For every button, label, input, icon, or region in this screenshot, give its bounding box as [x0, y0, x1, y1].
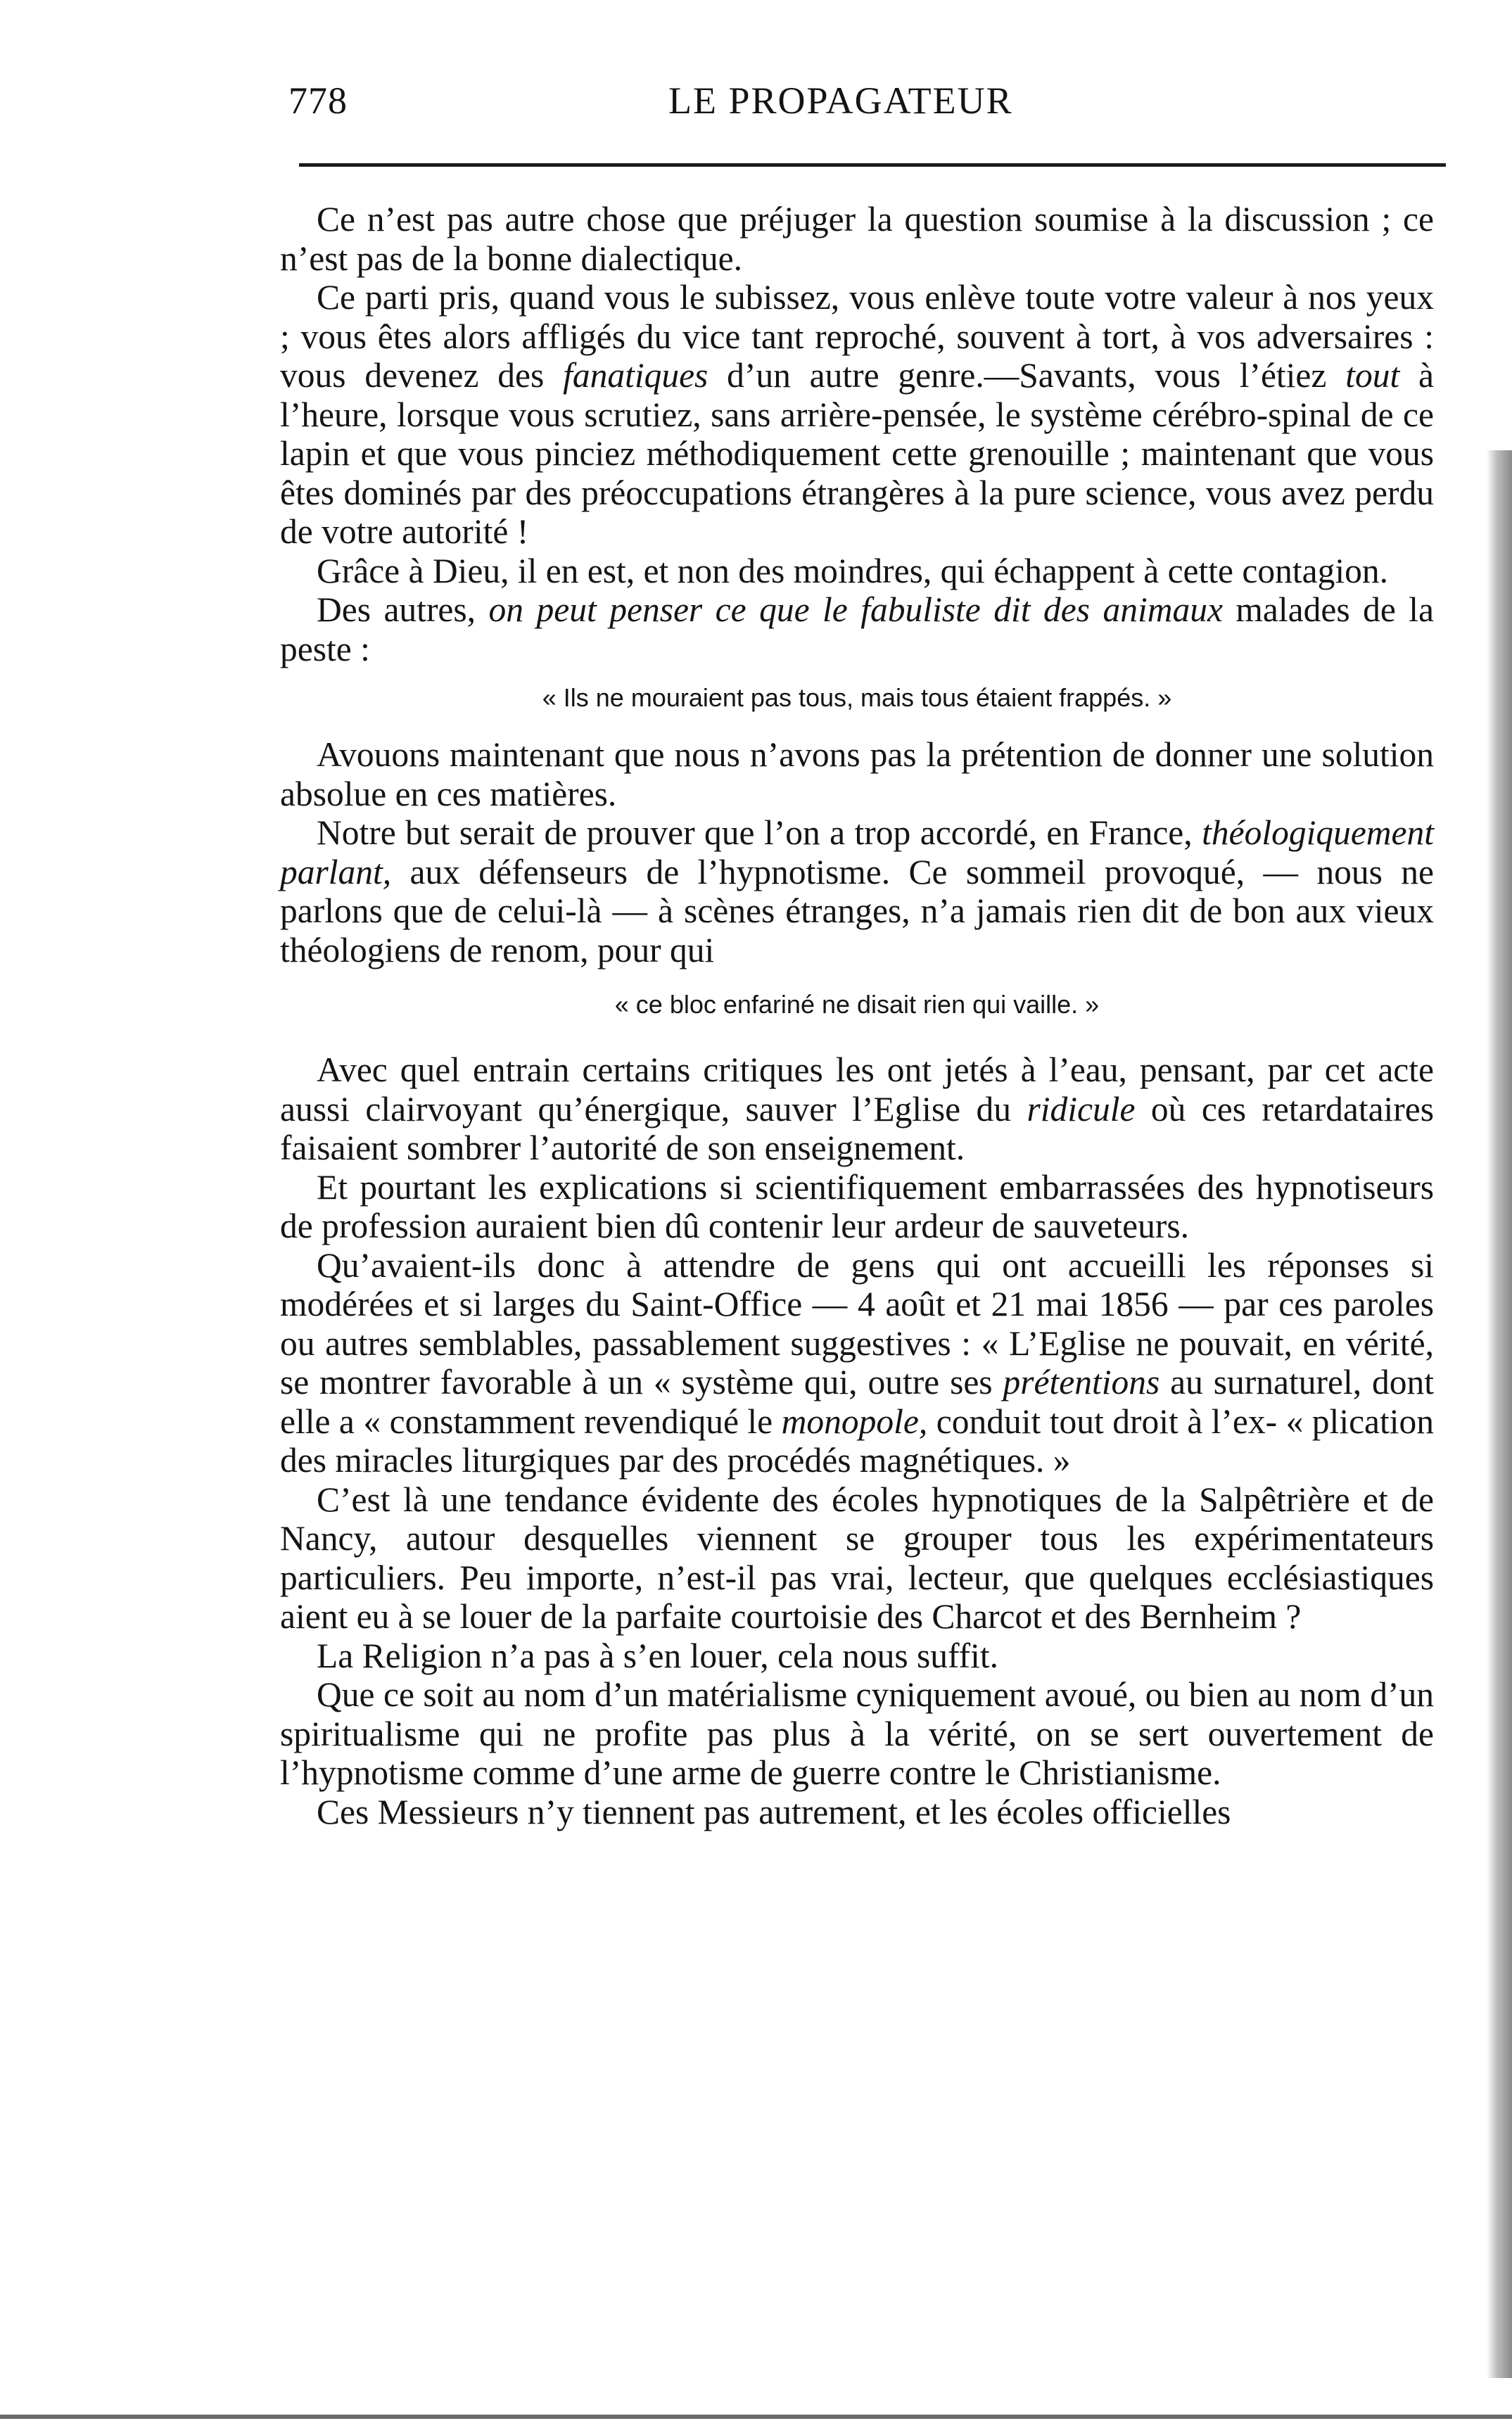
italic-phrase: tout — [1345, 356, 1400, 395]
page-edge-shadow — [1487, 450, 1512, 2378]
paragraph: Qu’avaient-ils donc à attendre de gens qui ont accueilli les réponses si modérées et si larges du Saint-Office — 4 août et 21 mai 1856 — par ces paroles ou autres semblables, passablement suggestives : « L’Eglise ne pouvait, en vérité, se montrer favorable à un « système qui, outre ses prétentions au surnaturel, dont elle a « constamment revendiqué le monopole, conduit tout droit à l’ex- « plication des miracles liturgiques par des procédés magnétiques. » — [280, 1245, 1435, 1480]
paragraph: Ces Messieurs n’y tiennent pas autrement, et les écoles officielles — [317, 1792, 1231, 1831]
italic-phrase: théologiquement parlant, — [280, 813, 1435, 891]
italic-phrase: ridicule — [1027, 1089, 1136, 1129]
quotation: « ce bloc enfariné ne disait rien qui vaille. » — [614, 990, 1100, 1019]
paragraph: Que ce soit au nom d’un matérialisme cyniquement avoué, ou bien au nom d’un spiritualisme qui ne profite pas plus à la vérité, on se sert ouvertement de l’hypnotisme comme d’une arme de guerre contre le Christianisme. — [280, 1675, 1434, 1792]
italic-phrase: on peut penser ce que le fabuliste dit des animaux — [488, 590, 1223, 629]
paragraph: Ce n’est pas autre chose que préjuger la question soumise à la discussion ; ce n’est pas de la bonne dialectique. — [280, 200, 1434, 278]
quotation: « Ils ne mouraient pas tous, mais tous étaient frappés. » — [542, 683, 1172, 712]
paragraph: Grâce à Dieu, il en est, et non des moindres, qui échappent à cette contagion. — [317, 551, 1388, 590]
italic-phrase: monopole, — [781, 1401, 928, 1441]
bottom-edge — [0, 2415, 1512, 2419]
italic-phrase: prétentions — [1003, 1363, 1160, 1401]
running-head — [288, 79, 1442, 135]
paragraph: Avec quel entrain certains critiques les ont jetés à l’eau, pensant, par cet acte aussi clairvoyant qu’énergique, sauver l’Eglise du ridicule où ces retardataires faisaient sombrer l’autorité de son enseignement. — [280, 1050, 1435, 1167]
running-title: LE PROPAGATEUR — [668, 80, 1013, 122]
paragraph: Avouons maintenant que nous n’avons pas la prétention de donner une solution absolue en ces matières. — [280, 735, 1434, 813]
paragraph: Notre but serait de prouver que l’on a trop accordé, en France, théologiquement parlant, aux défenseurs de l’hypnotisme. Ce sommeil provoqué, — nous ne parlons que de celui-là — à scènes étranges, n’a jamais rien dit de bon aux vieux théologiens de renom, pour qui — [280, 813, 1435, 970]
body-text — [280, 200, 1434, 1831]
paragraph: La Religion n’a pas à s’en louer, cela nous suffit. — [317, 1636, 998, 1675]
paragraph: C’est là une tendance évidente des écoles hypnotiques de la Salpêtrière et de Nancy, autour desquelles viennent se grouper tous les expérimentateurs particuliers. Peu importe, n’est-il pas vrai, lecteur, que quelques ecclésiastiques aient eu à se louer de la parfaite courtoisie des Charcot et des Bernheim ? — [280, 1480, 1434, 1636]
page-number: 778 — [288, 80, 348, 122]
italic-phrase: fanatiques — [563, 356, 709, 395]
paragraph: Et pourtant les explications si scientifiquement embarrassées des hypnotiseurs de profession auraient bien dû contenir leur ardeur de sauveteurs. — [280, 1167, 1434, 1245]
header-rule — [299, 163, 1446, 167]
paragraph: Ce parti pris, quand vous le subissez, vous enlève toute votre valeur à nos yeux ; vous êtes alors affligés du vice tant reproché, souvent à tort, à vos adversaires : vous devenez des fanatiques d’un autre genre.—Savants, vous l’étiez tout à l’heure, lorsque vous scrutiez, sans arrière-pensée, le système cérébro-spinal de ce lapin et que vous pinciez méthodiquement cette grenouille ; maintenant que vous êtes dominés par des préoccupations étrangères à la pure science, vous avez perdu de votre autorité ! — [280, 278, 1434, 551]
paragraph: Des autres, on peut penser ce que le fabuliste dit des animaux malades de la peste : — [280, 590, 1434, 668]
